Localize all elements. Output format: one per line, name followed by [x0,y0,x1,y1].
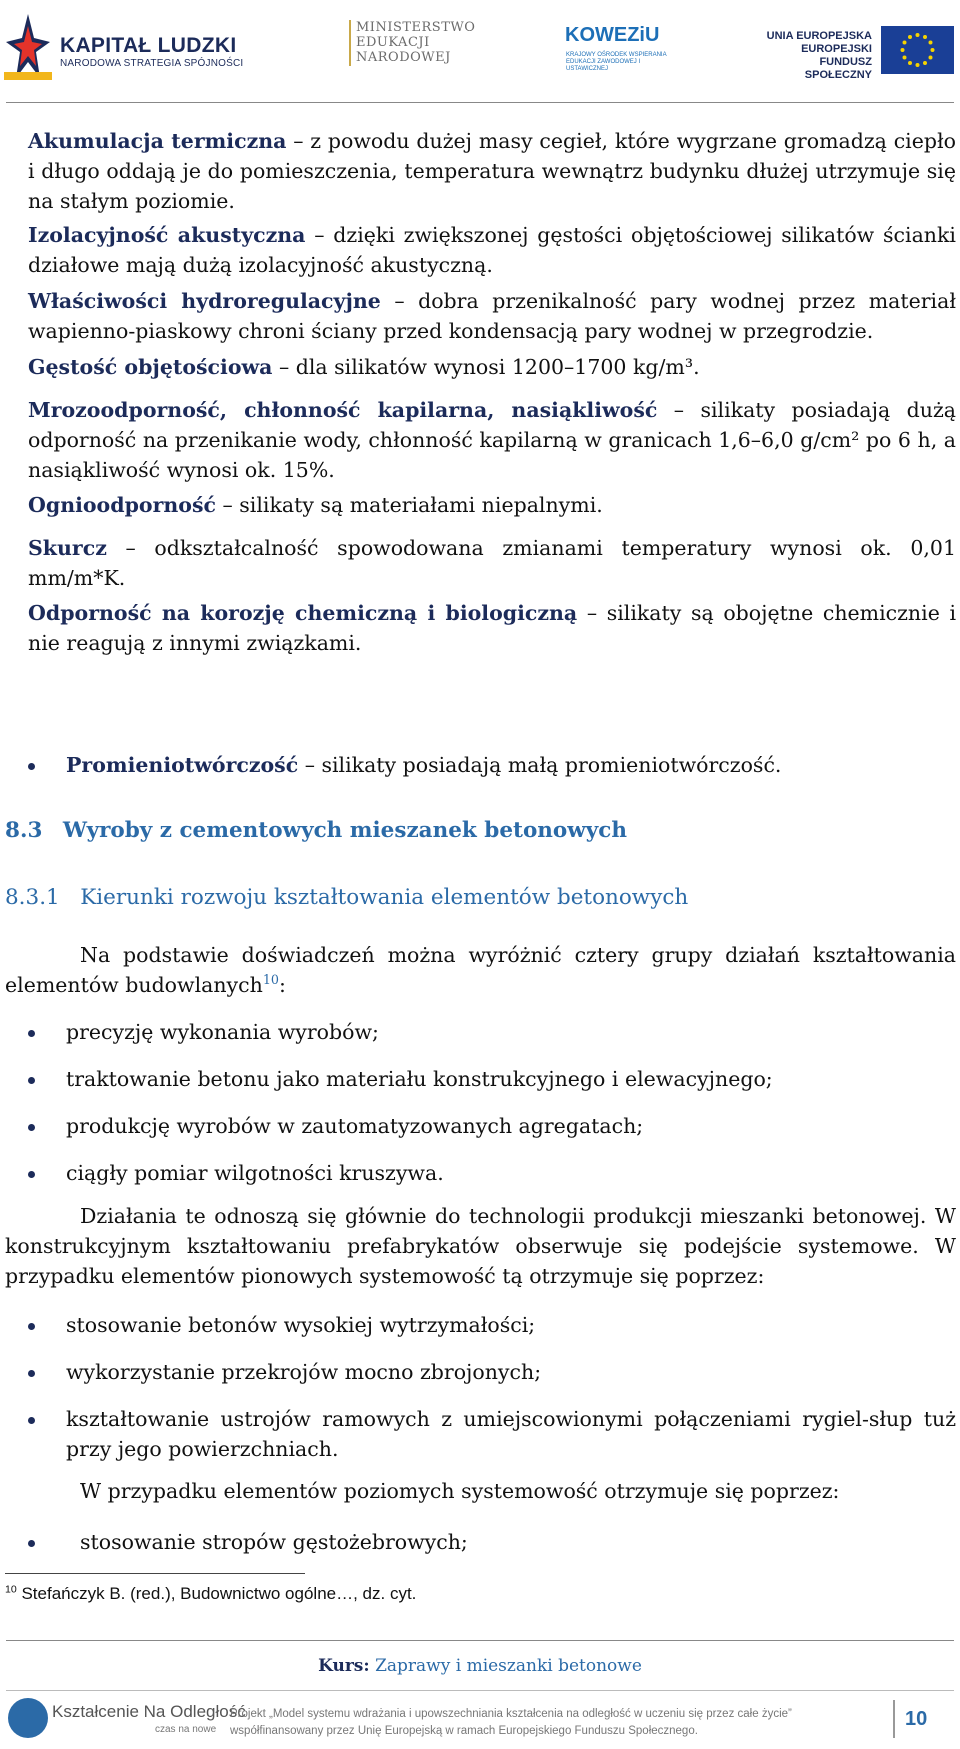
term: Mrozoodporność, chłonność kapilarna, nasiąkliwość [28,398,658,422]
kapital-ludzki-subtitle: NARODOWA STRATEGIA SPÓJNOŚCI [60,58,244,69]
eu-star-icon [928,41,932,45]
definition: – dzięki zwiększonej gęstości objętościowej silikatów ścianki działowe mają dużą izolacyjność akustyczną. [28,223,956,277]
header-divider [6,102,954,103]
property-ognioodpornosc [28,490,956,520]
project-line-1: Projekt „Model systemu wdrażania i upowszechniania kształcenia na odległość w uczeniu się przez całe życie” [230,1708,792,1720]
intro-tail: : [279,973,286,997]
term: Promieniotwórczość [66,753,299,777]
eu-star-icon [903,56,907,60]
list-item-text: precyzję wykonania wyrobów; [66,1020,379,1044]
course-name: Zaprawy i mieszanki betonowe [375,1656,642,1676]
definition: – z powodu dużej masy cegieł, które wygrzane gromadzą ciepło i długo oddają je do pomieszczenia, temperatura wewnątrz budynku dłużej utrzymuje się na stałym poziomie. [28,129,956,213]
definition: – dobra przenikalność pary wodnej przez materiał wapienno-piaskowy chroni ściany przed kondensacją pary wodnej w przegrodzie. [28,289,956,343]
intro-text: Na podstawie doświadczeń można wyróżnić cztery grupy działań kształtowania elementów budowlanych [5,943,956,997]
term: Skurcz [28,536,107,560]
list-item-text: stosowanie stropów gęstożebrowych; [80,1530,468,1554]
footnote-ref: 10 [262,972,279,988]
footer-divider [6,1640,954,1641]
page-header [0,0,960,104]
footer-divider-2 [6,1690,954,1691]
definition: – silikaty posiadają dużą odporność na przenikanie wody, chłonność kapilarną w granicach 1,6–6,0 g/cm² po 6 h, a nasiąkliwość wynosi ok. 15%. [28,398,956,482]
section-heading-8-3 [5,816,627,846]
term: Ognioodporność [28,493,216,517]
eu-star-icon [908,61,912,65]
page-number: 10 [905,1708,928,1730]
kapital-ludzki-title: KAPITAŁ LUDZKI [60,34,237,57]
men-logo-text: MINISTERSTWO EDUKACJI NARODOWEJ [356,20,476,65]
property-izolacyjnosc [28,220,956,280]
term: Gęstość objętościowa [28,355,273,379]
kno-logo-sub: czas na nowe [155,1724,217,1735]
project-line-2: współfinansowany przez Unię Europejską w ramach Europejskiego Funduszu Społecznego. [230,1725,698,1737]
section-heading-8-3-1 [5,883,688,913]
kno-logo-title: Kształcenie Na Odległość [52,1702,246,1721]
property-skurcz [28,533,956,593]
eu-star-icon [908,35,912,39]
eu-star-icon [931,48,935,52]
kowezu-logo-sub: KRAJOWY OŚRODEK WSPIERANIA EDUKACJI ZAWODOWEJ I USTAWICZNEJ [566,52,667,72]
kowezu-logo: KOWEZiU [565,24,660,46]
list-item-text: traktowanie betonu jako materiału konstrukcyjnego i elewacyjnego; [66,1067,773,1091]
heading-title: Wyroby z cementowych mieszanek betonowych [62,818,627,843]
project-info [230,1706,870,1740]
term: Akumulacja termiczna [28,129,287,153]
kno-logo-icon [8,1698,48,1738]
eu-star-icon [923,61,927,65]
property-hydroregulacyjne [28,286,956,346]
footnote-text: Stefańczyk B. (red.), Budownictwo ogólne…, dz. cyt. [21,1584,417,1603]
property-korozja [28,598,956,658]
eu-star-icon [928,56,932,60]
eu-star-icon [923,35,927,39]
property-gestosc [28,352,956,382]
list-item-text: stosowanie betonów wysokiej wytrzymałości; [66,1313,536,1337]
course-line [0,1656,960,1676]
eu-flag-icon [881,26,954,74]
eu-star-icon [901,48,905,52]
course-label: Kurs: [318,1656,370,1676]
term: Właściwości hydroregulacyjne [28,289,381,313]
eu-star-icon [916,63,920,67]
property-akumulacja [28,126,956,216]
eu-fund-text: UNIA EUROPEJSKA EUROPEJSKI FUNDUSZ SPOŁECZNY [766,30,872,81]
definition: – silikaty posiadają małą promieniotwórczość. [298,753,782,777]
definition: – odkształcalność spowodowana zmianami temperatury wynosi ok. 0,01 mm/m*K. [28,536,956,590]
footnote-number: 10 [5,1583,17,1596]
kapital-ludzki-star-icon [4,12,52,84]
definition: – silikaty są materiałami niepalnymi. [215,493,603,517]
property-mrozoodpornosc [28,395,956,485]
footnote [5,1583,416,1605]
heading-number: 8.3 [5,818,43,843]
list-item-text: produkcję wyrobów w zautomatyzowanych agregatach; [66,1114,644,1138]
men-logo-bar [349,20,351,66]
paragraph-poziome: W przypadku elementów poziomych systemowość otrzymuje się poprzez: [80,1479,840,1503]
eu-star-icon [903,41,907,45]
heading-title: Kierunki rozwoju kształtowania elementów betonowych [80,885,689,910]
list-item [28,1404,956,1464]
list-item-text: kształtowanie ustrojów ramowych z umiejscowionymi połączeniami rygiel-słup tuż przy jego powierzchniach. [66,1407,956,1461]
page-number-bar [893,1700,895,1738]
intro-paragraph [5,940,956,1000]
list-item-text: ciągły pomiar wilgotności kruszywa. [66,1161,444,1185]
paragraph-dzialania: Działania te odnoszą się głównie do technologii produkcji mieszanki betonowej. W konstrukcyjnym kształtowaniu prefabrykatów obserwuje się podejście systemowe. W przypadku elementów pionowych systemowość tą otrzymuje się poprzez: [5,1204,956,1288]
term: Izolacyjność akustyczna [28,223,306,247]
list-item-text: wykorzystanie przekrojów mocno zbrojonych; [66,1360,542,1384]
term: Odporność na korozję chemiczną i biologiczną [28,601,578,625]
definition: – silikaty są obojętne chemicznie i nie reagują z innymi związkami. [28,601,957,655]
footnote-divider [5,1573,305,1574]
eu-star-icon [916,33,920,37]
heading-number: 8.3.1 [5,885,60,910]
definition: – dla silikatów wynosi 1200–1700 kg/m³. [272,355,700,379]
